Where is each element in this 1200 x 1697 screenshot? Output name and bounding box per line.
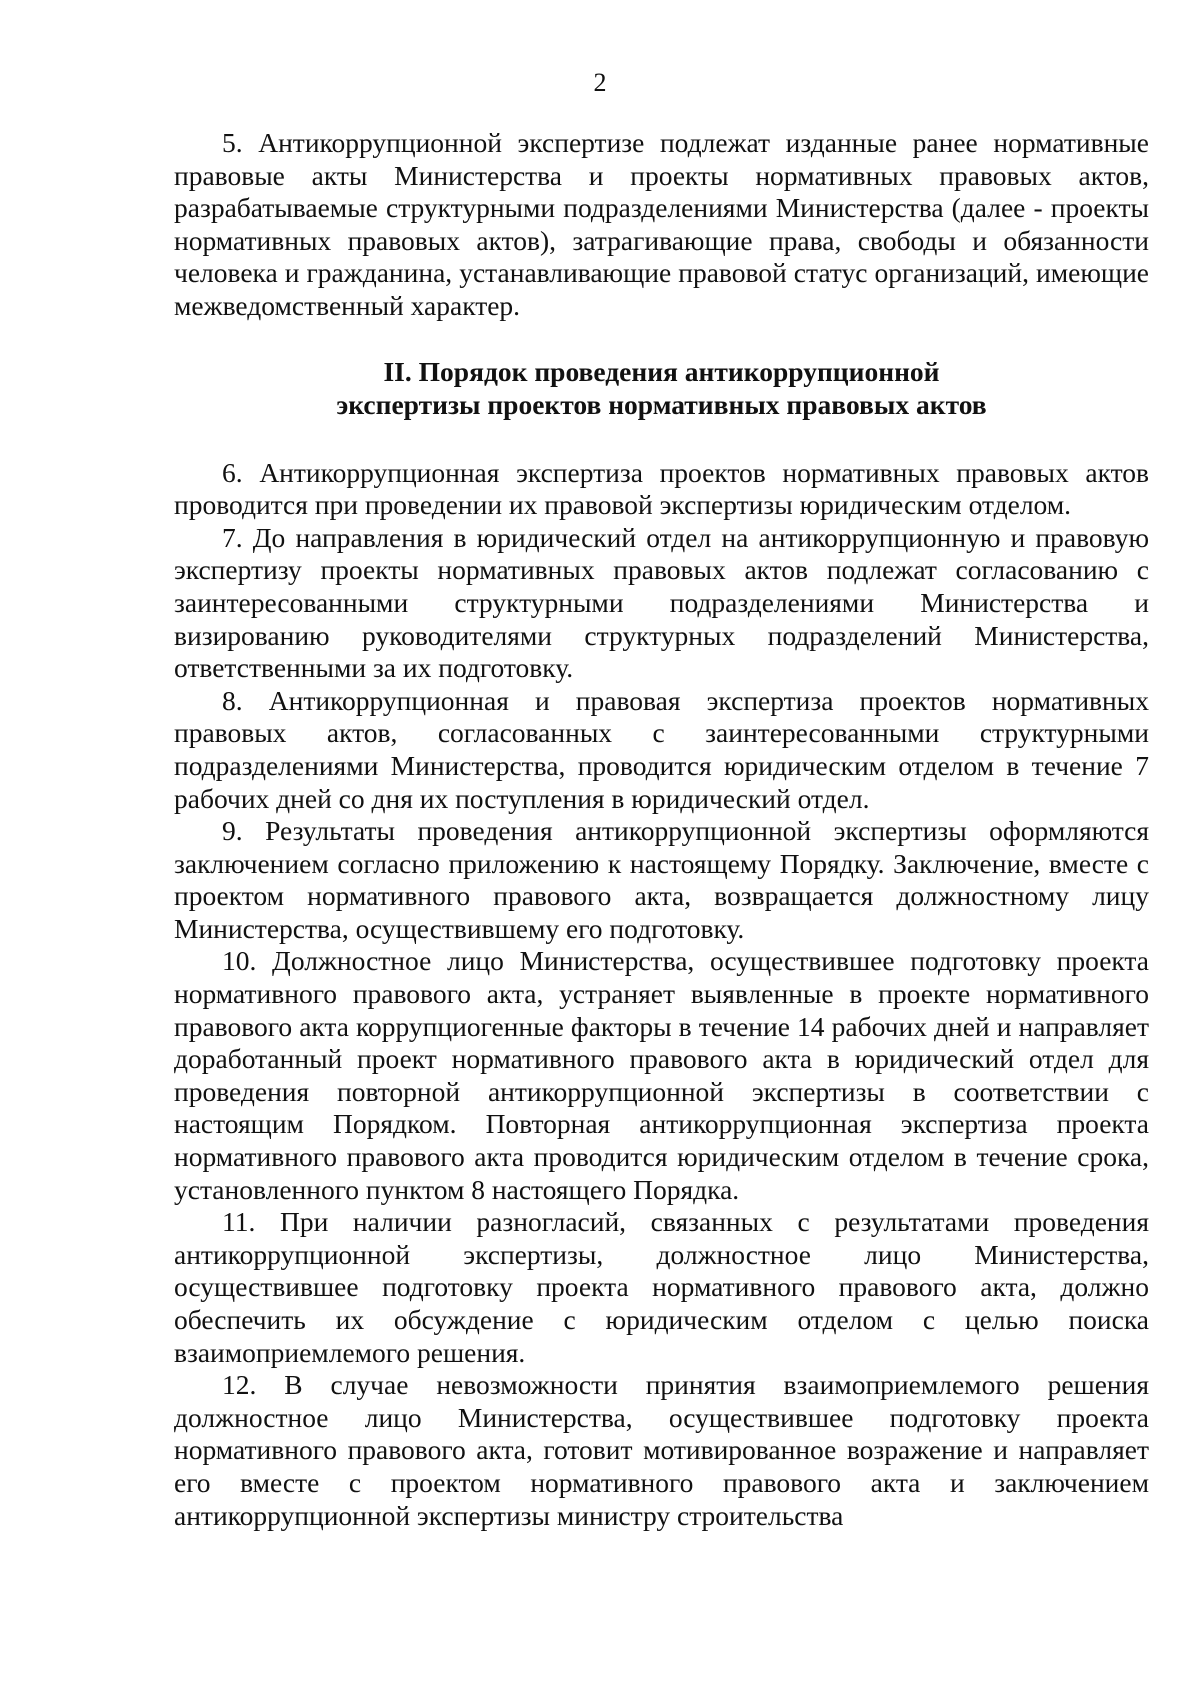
paragraph-9: 9. Результаты проведения антикоррупционной экспертизы оформляются заключением согласно приложению к настоящему Порядку. Заключение, вместе с проектом нормативного правового акта, возвращается должностному лицу Министерства, осуществившему его подготовку. [174, 815, 1149, 944]
paragraph-7: 7. До направления в юридический отдел на антикоррупционную и правовую экспертизу проекты нормативных правовых актов подлежат согласованию с заинтересованными структурными подразделениями Министерства и визированию руководителями структурных подразделений Министерства, ответственными за их подготовку. [174, 521, 1149, 684]
paragraph-10: 10. Должностное лицо Министерства, осуществившее подготовку проекта нормативного правового акта, устраняет выявленные в проекте нормативного правового акта коррупциогенные факторы в течение 14 рабочих дней и направляет доработанный проект нормативного правового акта в юридический отдел для проведения повторной антикоррупционной экспертизы в соответствии с настоящим Порядком. Повторная антикоррупционная экспертиза проекта нормативного правового акта проводится юридическим отделом в течение срока, установленного пунктом 8 настоящего Порядка. [174, 945, 1149, 1205]
section-heading-line-1: II. Порядок проведения антикоррупционной [383, 355, 940, 387]
paragraph-5: 5. Антикоррупционной экспертизе подлежат изданные ранее нормативные правовые акты Министерства и проекты нормативных правовых актов, разрабатываемые структурными подразделениями Министерства (далее - проекты нормативных правовых актов), затрагивающие права, свободы и обязанности человека и гражданина, устанавливающие правовой статус организаций, имеющие межведомственный характер. [174, 127, 1149, 321]
section-heading-line-2: экспертизы проектов нормативных правовых актов [336, 388, 987, 420]
page-number: 2 [593, 68, 607, 97]
paragraph-6: 6. Антикоррупционная экспертиза проектов нормативных правовых актов проводится при проведении их правовой экспертизы юридическим отделом. [174, 456, 1149, 521]
paragraph-12: 12. В случае невозможности принятия взаимоприемлемого решения должностное лицо Министерства, осуществившее подготовку проекта нормативного правового акта, готовит мотивированное возражение и направляет его вместе с проектом нормативного правового акта и заключением антикоррупционной экспертизы министру строительства [174, 1369, 1149, 1531]
section-heading [174, 355, 1149, 421]
paragraph-11: 11. При наличии разногласий, связанных с результатами проведения антикоррупционной экспертизы, должностное лицо Министерства, осуществившее подготовку проекта нормативного правового акта, должно обеспечить их обсуждение с юридическим отделом с целью поиска взаимоприемлемого решения. [174, 1206, 1149, 1368]
paragraph-8: 8. Антикоррупционная и правовая экспертиза проектов нормативных правовых актов, согласованных с заинтересованными структурными подразделениями Министерства, проводится юридическим отделом в течение 7 рабочих дней со дня их поступления в юридический отдел. [174, 684, 1149, 814]
document-body [174, 127, 1149, 1532]
